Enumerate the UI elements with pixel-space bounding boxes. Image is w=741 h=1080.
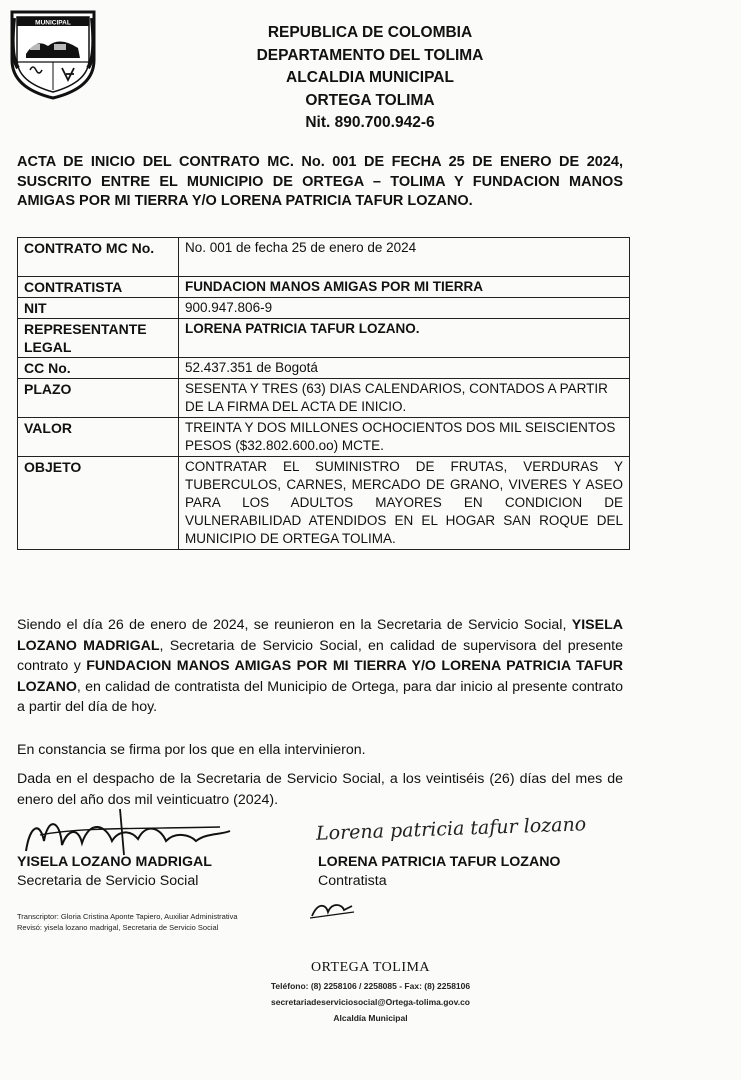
right-signer-name: LORENA PATRICIA TAFUR LOZANO — [318, 854, 561, 870]
initials-scribble — [308, 898, 358, 922]
table-row — [18, 238, 630, 277]
p1-text-c: , Secretaria de Servicio Social, en calidad de supervisora del presente contrato y — [17, 637, 623, 674]
meeting-paragraph — [17, 615, 623, 718]
row-label: VALOR — [18, 418, 179, 457]
row-label: REPRESENTANTE LEGAL — [18, 319, 179, 358]
row-value: 52.437.351 de Bogotá — [179, 358, 630, 379]
header-line-department: DEPARTAMENTO DEL TOLIMA — [256, 46, 484, 64]
row-value: 900.947.806-9 — [179, 298, 630, 319]
row-label: OBJETO — [18, 457, 179, 550]
institution-header — [140, 22, 600, 135]
municipal-shield-logo — [8, 8, 98, 100]
row-label: PLAZO — [18, 379, 179, 418]
row-label: NIT — [18, 298, 179, 319]
row-label: CC No. — [18, 358, 179, 379]
table-row — [18, 418, 630, 457]
row-value: LORENA PATRICIA TAFUR LOZANO. — [179, 319, 630, 358]
footer-city: ORTEGA TOLIMA — [310, 960, 431, 975]
right-signature-handwriting: Lorena patricia tafur lozano — [315, 813, 587, 845]
row-value: SESENTA Y TRES (63) DIAS CALENDARIOS, CONTADOS A PARTIR DE LA FIRMA DEL ACTA DE INICIO. — [179, 379, 630, 418]
header-line-alcaldia: ALCALDIA MUNICIPAL — [286, 69, 454, 86]
transcriptor-note: Transcriptor: Gloria Cristina Aponte Tapiero, Auxiliar Administrativa — [17, 912, 238, 921]
contractor-name: FUNDACION MANOS AMIGAS POR MI TIERRA Y/O LORENA PATRICIA TAFUR LOZANO — [17, 658, 623, 695]
row-value: No. 001 de fecha 25 de enero de 2024 — [179, 238, 630, 277]
footer-phones: Teléfono: (8) 2258106 / 2258085 - Fax: (8) 2258106 — [270, 981, 471, 991]
header-line-municipality: ORTEGA TOLIMA — [305, 91, 435, 109]
table-row — [18, 319, 630, 358]
table-row — [18, 277, 630, 298]
contract-info-table — [17, 237, 630, 550]
dated-paragraph: Dada en el despacho de la Secretaria de Servicio Social, a los veintiséis (26) días del mes de enero del año dos mil veinticuatro (2024). — [17, 771, 623, 808]
row-label: CONTRATISTA — [18, 277, 179, 298]
left-signer-role: Secretaria de Servicio Social — [17, 873, 199, 889]
row-value: FUNDACION MANOS AMIGAS POR MI TIERRA — [179, 277, 630, 298]
table-row — [18, 298, 630, 319]
row-value: TREINTA Y DOS MILLONES OCHOCIENTOS DOS MIL SEISCIENTOS PESOS ($32.802.600.oo) MCTE. — [179, 418, 630, 457]
header-line-nit: Nit. 890.700.942-6 — [305, 114, 435, 131]
header-line-country: REPUBLICA DE COLOMBIA — [267, 24, 473, 41]
logo-text: MUNICIPAL — [35, 19, 71, 27]
left-signature-block — [17, 853, 212, 891]
footer-email: secretariadeserviciosocial@Ortega-tolima.gov.co — [271, 997, 470, 1007]
document-title: ACTA DE INICIO DEL CONTRATO MC. No. 001 DE FECHA 25 DE ENERO DE 2024, SUSCRITO ENTRE EL MUNICIPIO DE ORTEGA – TOLIMA Y FUNDACION MANOS AMIGAS POR MI TIERRA Y/O LORENA PATRICIA TAFUR LOZANO. — [17, 154, 623, 209]
table-row — [18, 379, 630, 418]
supervisor-name: YISELA LOZANO MADRIGAL — [17, 617, 623, 654]
row-label: CONTRATO MC No. — [18, 238, 179, 277]
p1-text-e: , en calidad de contratista del Municipio de Ortega, para dar inicio al presente contrato a partir del día de hoy. — [17, 678, 623, 715]
table-row — [18, 358, 630, 379]
table-row — [18, 457, 630, 550]
reviewer-note: Revisó: yisela lozano madrigal, Secretaria de Servicio Social — [17, 923, 219, 932]
right-signer-role: Contratista — [318, 873, 387, 889]
constancy-paragraph: En constancia se firma por los que en ella intervinieron. — [17, 742, 366, 758]
left-signer-name: YISELA LOZANO MADRIGAL — [17, 854, 212, 870]
row-value: CONTRATAR EL SUMINISTRO DE FRUTAS, VERDURAS Y TUBERCULOS, CARNES, MERCADO DE GRANO, VIVERES Y ASEO PARA LOS ADULTOS MAYORES EN CONDICION DE VULNERABILIDAD ATENDIDOS EN EL HOGAR SAN ROQUE DEL MUNICIPIO DE ORTEGA TOLIMA. — [179, 457, 630, 550]
footer-office: Alcaldía Municipal — [333, 1013, 408, 1023]
right-signature-block — [318, 853, 560, 891]
p1-text-a: Siendo el día 26 de enero de 2024, se reunieron en la Secretaria de Servicio Social, — [17, 617, 572, 633]
